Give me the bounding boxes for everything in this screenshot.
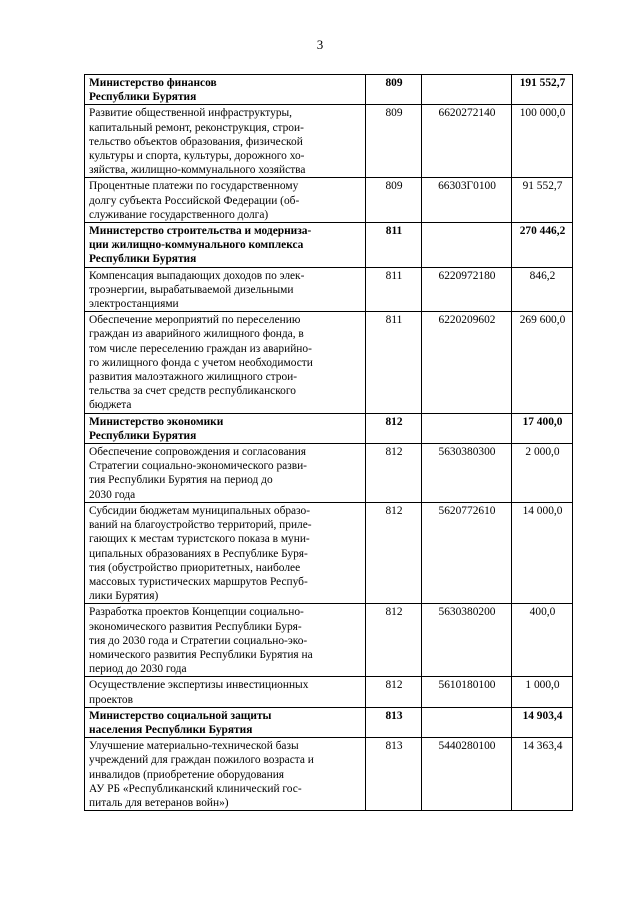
sum-cell: 191 552,7 [512, 75, 573, 105]
table-row [85, 738, 573, 811]
name-line: Развитие общественной инфраструктуры, [89, 107, 293, 120]
name-line: экономического развития Республики Буря- [89, 620, 302, 633]
name-line: Министерство строительства и модерниза- [89, 225, 312, 238]
name-line: проектов [89, 693, 133, 706]
code-cell: 811 [366, 312, 422, 413]
name-line: зяйства, жилищно-коммунального хозяйства [89, 164, 306, 177]
sum-cell: 14 000,0 [512, 502, 573, 603]
ministry-row [85, 707, 573, 737]
ministry-name-cell [85, 413, 366, 443]
sum-cell: 14 363,4 [512, 738, 573, 811]
code-cell: 812 [366, 677, 422, 707]
name-line: инвалидов (приобретение оборудования [89, 768, 285, 781]
item-name-cell [85, 267, 366, 312]
name-line: ципальных образованиях в Республике Буря- [89, 547, 308, 560]
csr-cell [422, 223, 512, 268]
code-cell: 812 [366, 502, 422, 603]
item-name-cell [85, 502, 366, 603]
sum-cell: 400,0 [512, 604, 573, 677]
sum-cell: 100 000,0 [512, 105, 573, 178]
code-cell: 811 [366, 267, 422, 312]
name-line: го жилищного фонда с учетом необходимости [89, 356, 313, 369]
code-cell: 813 [366, 707, 422, 737]
code-cell: 809 [366, 75, 422, 105]
name-line: тия до 2030 года и Стратегии социально-эко- [89, 634, 308, 647]
name-line: тия (обустройство приоритетных, наиболее [89, 561, 301, 574]
name-line: Осуществление экспертизы инвестиционных [89, 679, 309, 692]
code-cell: 812 [366, 413, 422, 443]
name-line: Компенсация выпадающих доходов по элек- [89, 269, 305, 282]
name-line: учреждений для граждан пожилого возраста и [89, 754, 314, 767]
sum-cell: 91 552,7 [512, 178, 573, 223]
csr-cell: 5610180100 [422, 677, 512, 707]
code-cell: 811 [366, 223, 422, 268]
table-row [85, 267, 573, 312]
name-line: АУ РБ «Республиканский клинический гос- [89, 782, 302, 795]
sum-cell: 14 903,4 [512, 707, 573, 737]
ministry-name-cell [85, 223, 366, 268]
ministry-name-cell [85, 707, 366, 737]
name-line: Улучшение материально-технической базы [89, 740, 299, 753]
csr-cell: 5630380300 [422, 444, 512, 503]
name-line: Министерство экономики [89, 415, 224, 428]
name-line: гающих к местам туристского показа в муни- [89, 533, 310, 546]
name-line: развития малоэтажного жилищного строи- [89, 371, 298, 384]
name-line: тельства за счет средств республиканского [89, 385, 296, 398]
budget-table [84, 74, 573, 811]
table-row [85, 444, 573, 503]
csr-cell [422, 707, 512, 737]
csr-cell: 66303Г0100 [422, 178, 512, 223]
name-line: Субсидии бюджетам муниципальных образо- [89, 504, 311, 517]
name-line: служивание государственного долга) [89, 208, 269, 221]
name-line: населения Республики Бурятия [89, 723, 253, 736]
name-line: номического развития Республики Бурятия на [89, 648, 313, 661]
item-name-cell [85, 178, 366, 223]
code-cell: 809 [366, 105, 422, 178]
item-name-cell [85, 677, 366, 707]
csr-cell: 6620272140 [422, 105, 512, 178]
name-line: Процентные платежи по государственному [89, 180, 299, 193]
name-line: период до 2030 года [89, 663, 187, 676]
name-line: Обеспечение сопровождения и согласования [89, 446, 306, 459]
sum-cell: 1 000,0 [512, 677, 573, 707]
csr-cell: 6220972180 [422, 267, 512, 312]
table-row [85, 178, 573, 223]
item-name-cell [85, 444, 366, 503]
name-line: электростанциями [89, 298, 179, 311]
name-line: 2030 года [89, 488, 136, 501]
name-line: культуры и спорта, культуры, дорожного хо- [89, 150, 305, 163]
name-line: Министерство социальной защиты [89, 709, 272, 722]
budget-table-body [85, 75, 573, 811]
csr-cell: 5620772610 [422, 502, 512, 603]
table-row [85, 502, 573, 603]
table-row [85, 604, 573, 677]
name-line: Разработка проектов Концепции социально- [89, 606, 304, 619]
code-cell: 812 [366, 444, 422, 503]
page-number: 3 [316, 37, 324, 52]
table-row [85, 677, 573, 707]
name-line: лики Бурятия) [89, 590, 159, 603]
sum-cell: 17 400,0 [512, 413, 573, 443]
csr-cell: 5440280100 [422, 738, 512, 811]
name-line: граждан из аварийного жилищного фонда, в [89, 328, 304, 341]
sum-cell: 270 446,2 [512, 223, 573, 268]
name-line: Министерство финансов [89, 77, 217, 89]
sum-cell: 269 600,0 [512, 312, 573, 413]
name-line: тельство объектов образования, физической [89, 135, 303, 148]
code-cell: 812 [366, 604, 422, 677]
item-name-cell [85, 105, 366, 178]
ministry-name-cell [85, 75, 366, 105]
ministry-row [85, 75, 573, 105]
name-line: Стратегии социально-экономического разви- [89, 460, 307, 473]
table-row [85, 105, 573, 178]
item-name-cell [85, 312, 366, 413]
name-line: бюджета [89, 399, 132, 412]
name-line: троэнергии, вырабатываемой дизельными [89, 283, 294, 296]
csr-cell [422, 75, 512, 105]
code-cell: 809 [366, 178, 422, 223]
item-name-cell [85, 738, 366, 811]
name-line: долгу субъекта Российской Федерации (об- [89, 194, 300, 207]
name-line: питаль для ветеранов войн») [89, 796, 229, 809]
name-line: Республики Бурятия [89, 429, 197, 442]
name-line: Обеспечение мероприятий по переселению [89, 314, 301, 327]
name-line: массовых туристических маршрутов Респуб- [89, 575, 308, 588]
name-line: Республики Бурятия [89, 91, 197, 104]
csr-cell: 5630380200 [422, 604, 512, 677]
name-line: ции жилищно-коммунального комплекса [89, 239, 304, 252]
table-row [85, 312, 573, 413]
csr-cell [422, 413, 512, 443]
ministry-row [85, 413, 573, 443]
name-line: капитальный ремонт, реконструкция, строи- [89, 121, 304, 134]
name-line: ваний на благоустройство территорий, приле- [89, 519, 312, 532]
ministry-row [85, 223, 573, 268]
name-line: том числе переселению граждан из аварийно- [89, 342, 312, 355]
name-line: тия Республики Бурятия на период до [89, 474, 273, 487]
sum-cell: 846,2 [512, 267, 573, 312]
item-name-cell [85, 604, 366, 677]
name-line: Республики Бурятия [89, 253, 197, 266]
sum-cell: 2 000,0 [512, 444, 573, 503]
csr-cell: 6220209602 [422, 312, 512, 413]
code-cell: 813 [366, 738, 422, 811]
